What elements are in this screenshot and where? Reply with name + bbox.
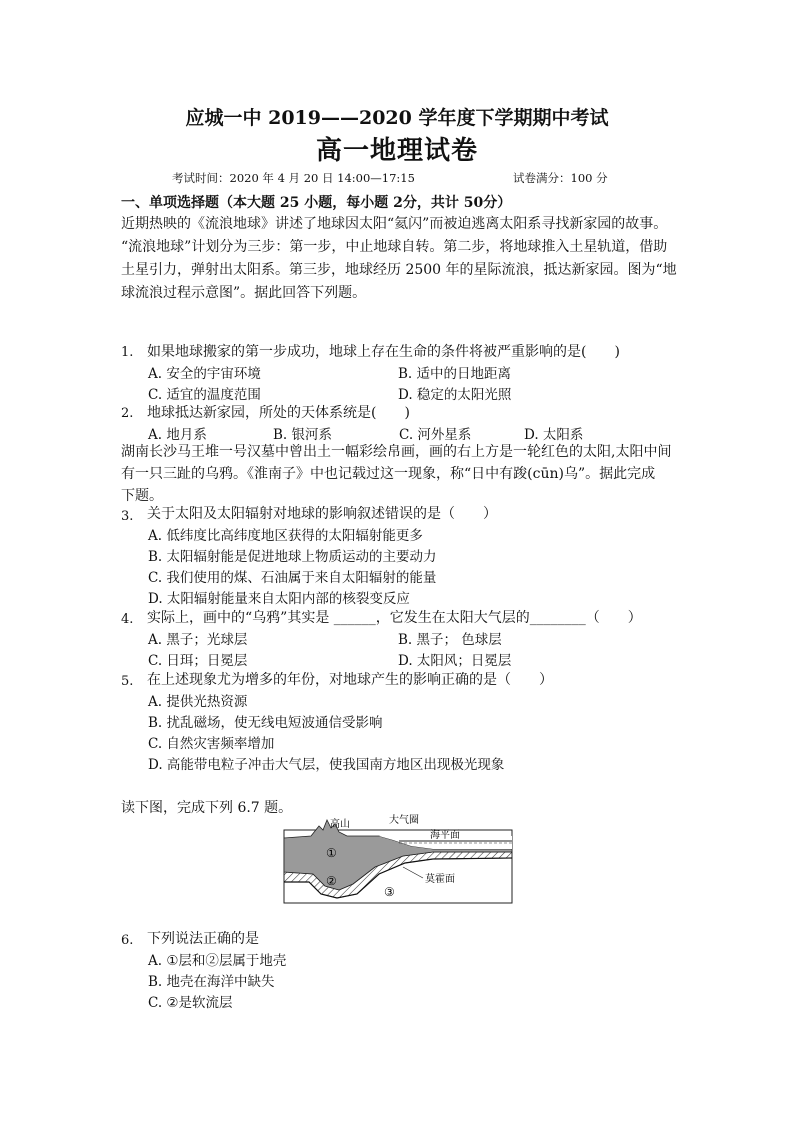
q3-text: 关于太阳及太阳辐射对地球的影响叙述错误的是（ ） [147,506,497,522]
q3-option-c: C. 我们使用的煤、石油属于来自太阳辐射的能量 [148,570,437,586]
q4-option-b: B. 黑子； 色球层 [398,632,502,648]
q6-number: 6. [121,933,134,948]
q5-number: 5. [121,674,134,689]
q6-option-b: B. 地壳在海洋中缺失 [148,974,275,990]
label-atmosphere: 大气圈 [389,815,419,826]
passage2-line: 有一只三趾的乌鸦。《淮南子》中也记载过这一现象，称“日中有踆(cūn)乌”。据此完成 [121,466,656,482]
q3-option-d: D. 太阳辐射能量来自太阳内部的核裂变反应 [148,591,410,607]
read-figure-instruction: 读下图，完成下列 6.7 题。 [121,800,293,816]
label-mountain: 高山 [330,819,350,830]
q2-number: 2. [121,406,134,421]
q1-number: 1. [121,345,134,360]
q5-option-d: D. 高能带电粒子冲击大气层，使我国南方地区出现极光现象 [148,757,505,773]
q1-option-b: B. 适中的日地距离 [398,366,512,382]
exam-subtitle: 高一地理试卷 [315,136,478,166]
label-layer-2: ② [326,874,337,888]
passage2-line: 湖南长沙马王堆一号汉墓中曾出土一幅彩绘帛画，画的右上方是一轮红色的太阳,太阳中间 [121,444,672,460]
q1-option-c: C. 适宜的温度范围 [148,387,261,403]
q2-text: 地球抵达新家园，所处的天体系统是( ) [147,405,410,421]
passage1-line: 球流浪过程示意图”。据此回答下列题。 [121,285,367,301]
crust-cross-section-diagram [283,812,515,905]
q4-option-d: D. 太阳风；日冕层 [398,653,512,669]
label-sea-level: 海平面 [430,830,460,841]
q6-option-c: C. ②是软流层 [148,995,233,1011]
passage1-line: 近期热映的《流浪地球》讲述了地球因太阳“氦闪”而被迫逃离太阳系寻找新家园的故事。 [121,216,668,232]
q1-text: 如果地球搬家的第一步成功，地球上存在生命的条件将被严重影响的是( ) [147,344,620,360]
label-layer-3: ③ [384,885,395,899]
q4-number: 4. [121,612,134,627]
q5-option-b: B. 扰乱磁场，使无线电短波通信受影响 [148,715,383,731]
q4-text: 实际上，画中的“乌鸦”其实是 ______，它发生在太阳大气层的________（ ） [147,610,642,626]
passage1-line: 土星引力，弹射出太阳系。第三步，地球经历 2500 年的星际流浪，抵达新家园。图为“地 [121,262,677,278]
q5-option-a: A. 提供光热资源 [148,694,248,710]
q6-option-a: A. ①层和②层属于地壳 [148,953,287,969]
q4-option-c: C. 日珥；日冕层 [148,653,248,669]
q2-option-c: C. 河外星系 [399,427,472,443]
label-moho: 莫霍面 [425,874,455,885]
q3-number: 3. [121,509,134,524]
q2-option-a: A. 地月系 [148,427,207,443]
q1-option-a: A. 安全的宇宙环境 [148,366,261,382]
q4-option-a: A. 黑子；光球层 [148,632,248,648]
q3-option-b: B. 太阳辐射能是促进地球上物质运动的主要动力 [148,549,437,565]
q2-option-d: D. 太阳系 [524,427,584,443]
exam-title: 应城一中 2019——2020 学年度下学期期中考试 [185,107,609,129]
passage2-line: 下题。 [121,488,163,504]
label-layer-1: ① [326,846,337,860]
q1-option-d: D. 稳定的太阳光照 [398,387,512,403]
passage1-line: “流浪地球”计划分为三步：第一步，中止地球自转。第二步，将地球推入土星轨道，借助 [121,239,668,255]
q2-option-b: B. 银河系 [273,427,333,443]
full-score: 试卷满分：100 分 [513,171,608,185]
q5-text: 在上述现象尤为增多的年份，对地球产生的影响正确的是（ ） [147,672,553,688]
q3-option-a: A. 低纬度比高纬度地区获得的太阳辐射能更多 [148,528,423,544]
section-heading: 一、单项选择题（本大题 25 小题，每小题 2分，共计 50分） [121,195,512,211]
q5-option-c: C. 自然灾害频率增加 [148,736,275,752]
q6-text: 下列说法正确的是 [147,931,259,947]
exam-time: 考试时间：2020 年 4 月 20 日 14:00—17:15 [172,171,415,185]
